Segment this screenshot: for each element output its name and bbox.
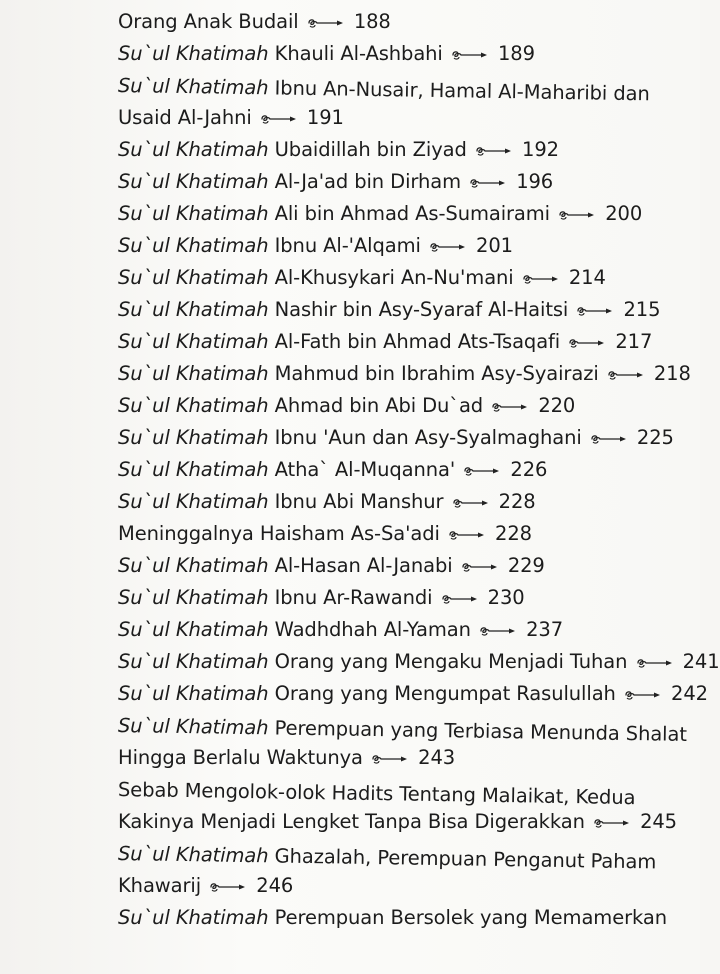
toc-entry	[118, 678, 708, 710]
toc-prefix: Su`ul Khatimah	[117, 74, 269, 100]
toc-prefix: Su`ul Khatimah	[117, 714, 269, 740]
toc-entry	[118, 774, 688, 838]
arrow-ornament-icon	[636, 656, 674, 670]
page-number: 191	[306, 106, 344, 129]
toc-entry	[118, 582, 688, 614]
page-number: 218	[653, 362, 691, 385]
page-number: 230	[487, 586, 525, 609]
toc-title: Ubaidillah bin Ziyad	[268, 138, 467, 161]
toc-prefix: Su`ul Khatimah	[118, 266, 269, 289]
page-number: 229	[507, 554, 545, 577]
arrow-ornament-icon	[461, 560, 499, 574]
toc-prefix: Su`ul Khatimah	[118, 394, 269, 417]
toc-entry	[118, 550, 688, 582]
toc-line	[118, 38, 688, 70]
toc-prefix: Su`ul Khatimah	[118, 426, 269, 449]
toc-entry	[118, 294, 688, 326]
toc-prefix: Su`ul Khatimah	[118, 650, 269, 673]
toc-prefix: Su`ul Khatimah	[118, 298, 269, 321]
toc-line	[118, 454, 688, 486]
toc-title: Hingga Berlalu Waktunya	[118, 746, 363, 769]
page-number: 228	[498, 490, 536, 513]
toc-title: Ghazalah, Perempuan Penganut Paham	[268, 844, 657, 874]
toc-prefix: Su`ul Khatimah	[118, 682, 269, 705]
page-number: 215	[623, 298, 661, 321]
arrow-ornament-icon	[568, 336, 606, 350]
toc-line	[118, 422, 688, 454]
arrow-ornament-icon	[624, 688, 662, 702]
toc-line	[118, 326, 688, 358]
toc-prefix: Su`ul Khatimah	[118, 42, 269, 65]
page-number: 237	[526, 618, 563, 641]
toc-title: Perempuan Bersolek yang Memamerkan	[268, 906, 667, 929]
toc-title: Atha` Al-Muqanna'	[268, 458, 456, 481]
toc-entry	[118, 198, 688, 230]
page-number: 245	[640, 810, 677, 833]
arrow-ornament-icon	[448, 528, 486, 542]
toc-line	[118, 550, 688, 582]
arrow-ornament-icon	[491, 400, 529, 414]
page-number: 243	[418, 746, 456, 769]
toc-entry	[118, 134, 688, 166]
toc-entry	[118, 166, 688, 198]
arrow-ornament-icon	[209, 880, 247, 894]
toc-title: Ahmad bin Abi Du`ad	[268, 394, 484, 417]
arrow-ornament-icon	[469, 176, 507, 190]
toc-title: Al-Hasan Al-Janabi	[268, 554, 453, 577]
toc-line	[118, 614, 688, 646]
arrow-ornament-icon	[371, 752, 409, 766]
page-number: 192	[522, 138, 559, 161]
page-number: 214	[568, 266, 606, 289]
toc-line	[118, 198, 688, 230]
toc-prefix: Su`ul Khatimah	[118, 170, 269, 193]
page-number: 201	[476, 234, 513, 257]
toc-line	[118, 6, 688, 38]
page-number: 241	[682, 650, 720, 673]
toc-line	[118, 678, 708, 710]
toc-entry	[118, 358, 691, 390]
arrow-ornament-icon	[593, 816, 631, 830]
page-number: 220	[538, 394, 576, 417]
toc-title: Khauli Al-Ashbahi	[268, 42, 443, 65]
arrow-ornament-icon	[307, 16, 345, 30]
page-number: 225	[636, 426, 674, 449]
toc-title: Al-Fath bin Ahmad Ats-Tsaqafi	[268, 330, 561, 353]
toc-prefix: Su`ul Khatimah	[118, 618, 269, 641]
toc-entry	[118, 838, 688, 902]
arrow-ornament-icon	[452, 496, 490, 510]
toc-prefix: Su`ul Khatimah	[118, 202, 269, 225]
toc-entry	[118, 518, 688, 550]
arrow-ornament-icon	[475, 144, 513, 158]
toc-line	[118, 134, 688, 166]
page-number: 189	[497, 42, 535, 65]
toc-entry	[118, 70, 688, 134]
arrow-ornament-icon	[522, 272, 560, 286]
arrow-ornament-icon	[463, 464, 501, 478]
toc-entry	[118, 902, 688, 934]
page-number: 246	[256, 874, 294, 897]
toc-prefix: Su`ul Khatimah	[118, 458, 269, 481]
toc-title: Kakinya Menjadi Lengket Tanpa Bisa Digerakkan	[118, 810, 585, 833]
page-number: 188	[353, 10, 391, 33]
toc-title: Perempuan yang Terbiasa Menunda Shalat	[268, 716, 688, 746]
toc-entry	[118, 710, 688, 774]
toc-title: Orang Anak Budail	[118, 10, 299, 33]
toc-prefix: Su`ul Khatimah	[118, 490, 269, 513]
arrow-ornament-icon	[441, 592, 479, 606]
arrow-ornament-icon	[451, 48, 489, 62]
toc-title: Khawarij	[118, 874, 202, 897]
toc-line	[118, 230, 688, 262]
toc-line	[118, 646, 720, 678]
toc-prefix: Su`ul Khatimah	[118, 330, 269, 353]
arrow-ornament-icon	[429, 240, 467, 254]
arrow-ornament-icon	[260, 112, 298, 126]
toc-prefix: Su`ul Khatimah	[118, 138, 269, 161]
toc-line	[118, 902, 688, 934]
toc-line	[118, 294, 688, 326]
toc-entry	[118, 262, 688, 294]
toc-prefix: Su`ul Khatimah	[118, 554, 269, 577]
toc-entry	[118, 646, 720, 678]
toc-line	[118, 166, 688, 198]
toc-line	[118, 262, 688, 294]
toc-title: Ibnu Abi Manshur	[268, 490, 444, 513]
toc-entry	[118, 38, 688, 70]
toc-title: Al-Ja'ad bin Dirham	[268, 170, 461, 193]
page-number: 242	[671, 682, 708, 705]
toc-entry	[118, 390, 688, 422]
page-number: 226	[510, 458, 548, 481]
toc-entry	[118, 6, 688, 38]
toc-title: Ibnu Ar-Rawandi	[268, 586, 433, 609]
toc-title: Wadhdhah Al-Yaman	[268, 618, 471, 641]
toc-title: Ibnu 'Aun dan Asy-Syalmaghani	[268, 426, 582, 449]
toc-prefix: Su`ul Khatimah	[118, 586, 269, 609]
toc-title: Orang yang Mengumpat Rasulullah	[268, 682, 616, 705]
arrow-ornament-icon	[576, 304, 614, 318]
arrow-ornament-icon	[590, 432, 628, 446]
toc-title: Orang yang Mengaku Menjadi Tuhan	[268, 650, 628, 673]
toc-entry	[118, 454, 688, 486]
toc-line	[118, 358, 691, 390]
toc-line	[118, 582, 688, 614]
toc-entry	[118, 486, 688, 518]
toc-prefix: Su`ul Khatimah	[118, 234, 269, 257]
page-number: 196	[516, 170, 554, 193]
toc-title: Sebab Mengolok-olok Hadits Tentang Malaikat, Kedua	[117, 778, 636, 810]
table-of-contents	[117, 6, 720, 934]
toc-title: Mahmud bin Ibrahim Asy-Syairazi	[268, 362, 599, 385]
toc-title: Ibnu An-Nusair, Hamal Al-Maharibi dan	[268, 76, 650, 106]
toc-prefix: Su`ul Khatimah	[118, 906, 269, 929]
toc-line	[118, 518, 688, 550]
toc-prefix: Su`ul Khatimah	[117, 842, 269, 868]
toc-entry	[118, 230, 688, 262]
toc-line	[118, 486, 688, 518]
toc-entry	[118, 326, 688, 358]
toc-entry	[118, 422, 688, 454]
toc-entry	[118, 614, 688, 646]
page-number: 217	[615, 330, 653, 353]
toc-title: Ibnu Al-'Alqami	[268, 234, 421, 257]
arrow-ornament-icon	[479, 624, 517, 638]
toc-title: Al-Khusykari An-Nu'mani	[268, 266, 514, 289]
toc-line	[118, 390, 688, 422]
arrow-ornament-icon	[607, 368, 645, 382]
toc-title: Meninggalnya Haisham As-Sa'adi	[118, 522, 440, 545]
toc-prefix: Su`ul Khatimah	[118, 362, 269, 385]
toc-title: Ali bin Ahmad As-Sumairami	[268, 202, 550, 225]
toc-title: Usaid Al-Jahni	[118, 106, 252, 129]
toc-title: Nashir bin Asy-Syaraf Al-Haitsi	[268, 298, 569, 321]
page-number: 228	[495, 522, 532, 545]
page-number: 200	[605, 202, 643, 225]
arrow-ornament-icon	[558, 208, 596, 222]
